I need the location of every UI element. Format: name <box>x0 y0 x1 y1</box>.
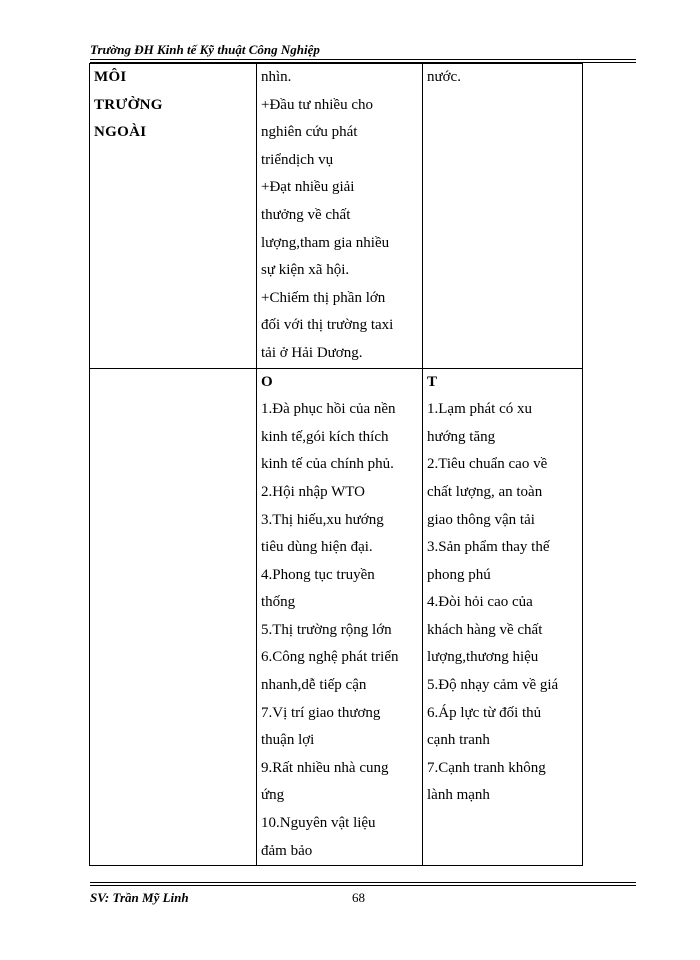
row-label-line: NGOÀI <box>94 124 147 141</box>
weaknesses-list <box>427 64 578 92</box>
list-item: nhanh,dễ tiếp cận <box>261 677 367 694</box>
list-item: lượng,tham gia nhiều <box>261 234 390 251</box>
list-item: 7.Vị trí giao thương <box>261 704 381 721</box>
footer-rule <box>90 885 636 886</box>
list-item: 3.Sản phẩm thay thế <box>427 539 550 556</box>
list-item: 2.Tiêu chuẩn cao về <box>427 456 548 473</box>
list-item: nghiên cứu phát <box>261 124 358 141</box>
weaknesses-continued-cell <box>423 64 583 369</box>
list-item: thống <box>261 594 296 611</box>
list-item: nước. <box>427 69 461 85</box>
list-item: 1.Đà phục hồi của nền <box>261 401 396 418</box>
list-item: kinh tế của chính phủ. <box>261 456 394 473</box>
row-label <box>94 64 252 147</box>
list-item: thuận lợi <box>261 732 315 749</box>
list-item: triểndịch vụ <box>261 151 334 168</box>
list-item: 7.Cạnh tranh không <box>427 759 546 776</box>
list-item: đối với thị trường taxi <box>261 317 394 334</box>
list-item: hướng tăng <box>427 428 496 445</box>
list-item: kinh tế,gói kích thích <box>261 428 389 445</box>
list-item: cạnh tranh <box>427 732 490 749</box>
row-label-line: MÔI <box>94 69 127 85</box>
list-item: thưởng về chất <box>261 206 351 223</box>
list-item: lành mạnh <box>427 787 490 804</box>
empty-cell <box>90 368 257 866</box>
list-item: tải ở Hải Dương. <box>261 344 363 361</box>
table-row <box>90 64 583 369</box>
list-item: lượng,thương hiệu <box>427 649 539 666</box>
opportunities-list <box>261 396 418 865</box>
list-item: 4.Phong tục truyền <box>261 566 375 583</box>
list-item: 5.Độ nhạy cảm về giá <box>427 677 559 694</box>
threats-list <box>427 396 578 810</box>
threats-heading: T <box>427 373 438 390</box>
footer-rule-thin <box>90 882 636 883</box>
list-item: chất lượng, an toàn <box>427 483 543 500</box>
list-item: +Đầu tư nhiều cho <box>261 96 373 113</box>
strengths-list <box>261 64 418 368</box>
list-item: khách hàng về chất <box>427 621 543 638</box>
list-item: 4.Đòi hỏi cao của <box>427 594 533 611</box>
list-item: 3.Thị hiếu,xu hướng <box>261 511 384 528</box>
list-item: tiêu dùng hiện đại. <box>261 539 373 556</box>
page-header-title: Trường ĐH Kinh tế Kỹ thuật Công Nghiệp <box>90 42 320 57</box>
list-item: 9.Rất nhiều nhà cung <box>261 759 389 776</box>
table-row <box>90 368 583 866</box>
row-label-line: TRƯỜNG <box>94 96 163 113</box>
threats-cell <box>423 368 583 866</box>
list-item: 10.Nguyên vật liệu <box>261 815 376 832</box>
list-item: +Chiếm thị phần lớn <box>261 289 386 306</box>
list-item: 1.Lạm phát có xu <box>427 401 532 418</box>
list-item: giao thông vận tải <box>427 511 535 528</box>
opportunities-heading: O <box>261 373 273 390</box>
list-item: 6.Công nghệ phát triển <box>261 649 399 666</box>
opportunities-cell <box>257 368 423 866</box>
list-item: đảm bảo <box>261 842 313 859</box>
strengths-continued-cell <box>257 64 423 369</box>
list-item: 2.Hội nhập WTO <box>261 483 366 500</box>
list-item: sự kiện xã hội. <box>261 262 350 279</box>
list-item: phong phú <box>427 566 491 583</box>
list-item: 6.Áp lực từ đối thủ <box>427 704 542 721</box>
header-rule <box>90 59 636 60</box>
list-item: nhìn. <box>261 69 292 85</box>
list-item: +Đạt nhiều giải <box>261 179 355 196</box>
row-label-cell <box>90 64 257 369</box>
list-item: 5.Thị trường rộng lớn <box>261 621 392 638</box>
page-number: 68 <box>352 890 365 905</box>
swot-table <box>89 63 583 866</box>
list-item: ứng <box>261 787 285 804</box>
footer-author: SV: Trần Mỹ Linh <box>90 890 189 905</box>
